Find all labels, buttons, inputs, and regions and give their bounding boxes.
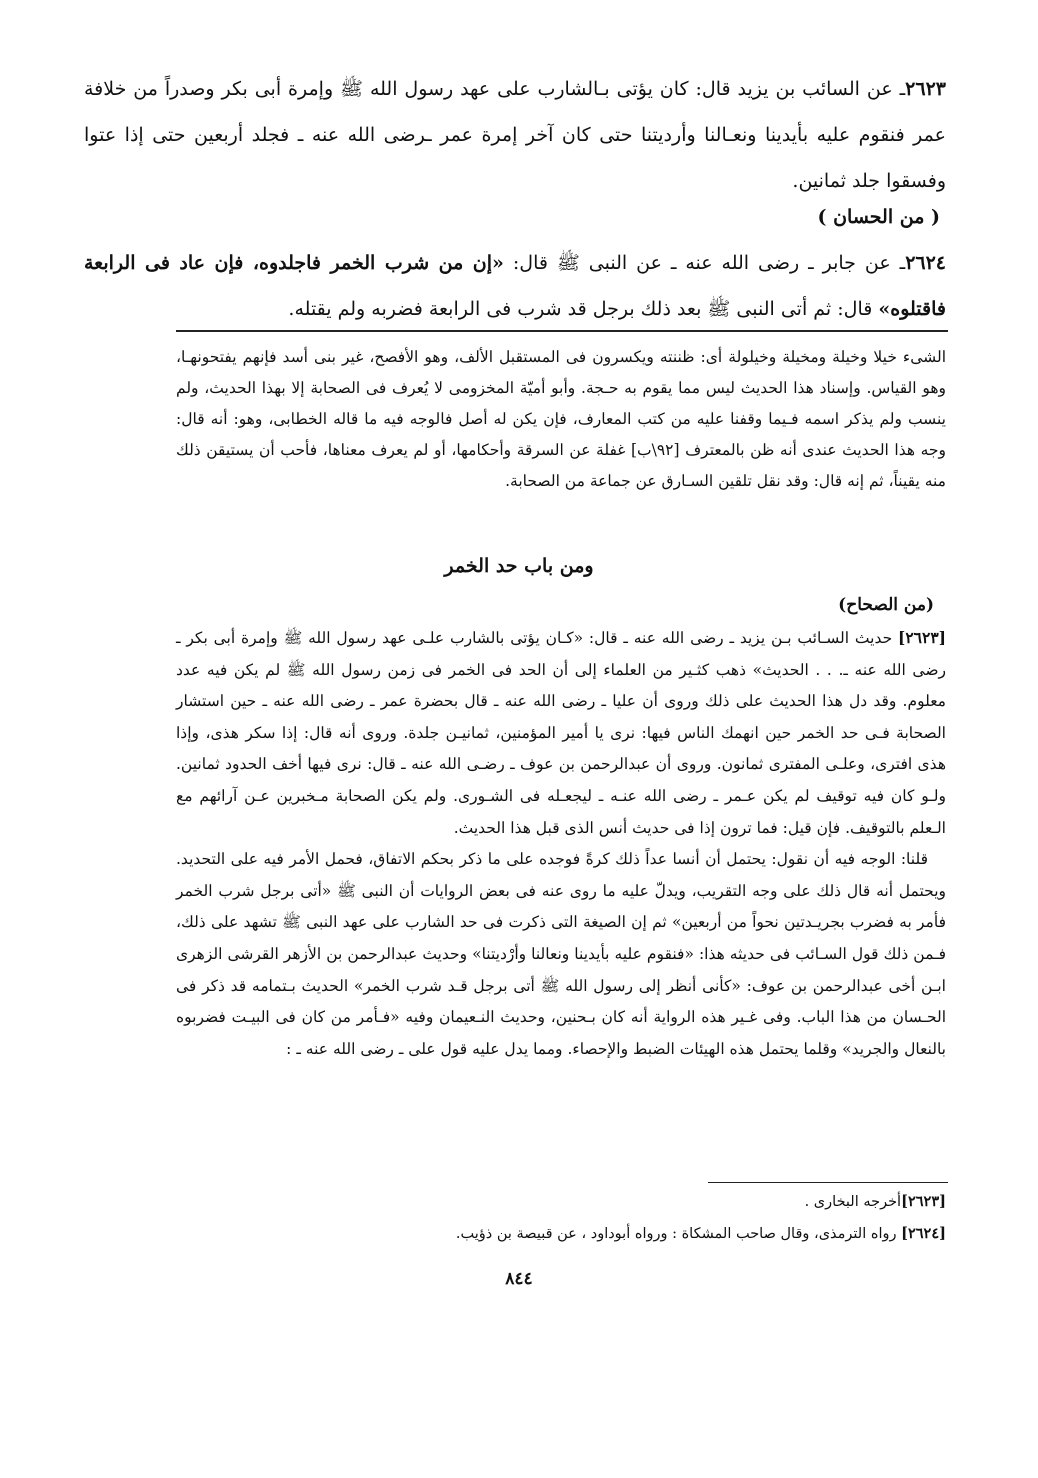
hadith-2624-block [84, 240, 946, 332]
commentary-block [176, 342, 946, 497]
hadith-text: ـ عن جابر ـ رضى الله عنه ـ عن النبى ﷺ قال: [512, 252, 906, 274]
hadith-reference: [٢٦٢٣] [898, 628, 946, 647]
sihah-heading: (من الصحاح) [838, 595, 934, 615]
hadith-text: ـ عن السائب بن يزيد قال: كان يؤتى بـالشارب على عهد رسول الله ﷺ وإمرة أبى بكر وصدراً من خلافة عمر فنقوم عليه بأيدينا ونعـالنا وأرديتنا حتى كان آخر إمرة عمر ـرضى الله عنه ـ فجلد أربعين حتى إذا عتوا وفسقوا جلد ثمانين. [84, 78, 946, 192]
hadith-2624-paragraph [84, 240, 946, 332]
footnote-divider [708, 1182, 948, 1183]
hadith-quote: «إن من شرب الخمر فاجلدوه، فإن عاد فى الرابعة فاقتلوه» [84, 252, 946, 320]
main-paragraph [176, 622, 946, 844]
hadith-2623-paragraph [84, 66, 946, 204]
footnote-number: [٢٦٢٤] [901, 1225, 946, 1242]
footnote-number: [٢٦٢٣] [901, 1193, 946, 1210]
footnotes [176, 1186, 946, 1250]
paragraph-text: حديث السـائب بـن يزيد ـ رضى الله عنه ـ قال: «كـان يؤتى بالشارب علـى عهد رسول الله ﷺ وإمرة أبى بكر ـ رضى الله عنه ـ. . . الحديث» ذهب كثـير من العلماء إلى أن الحد فى الخمر فى زمن رسول الله ﷺ لم يكن فيه عدد معلوم. وقد دل هذا الحديث على ذلك وروى أن عليا ـ رضى الله عنه ـ قال بحضرة عمر ـ رضى الله عنه ـ حين استشار الصحابة فـى حد الخمر حين انهمك الناس فيها: نرى يا أمير المؤمنين، ثمانيـن جلدة. وروى أنه قال: إذا سكر هذى، وإذا هذى افترى، وعلـى المفترى ثمانون. وروى أن عبدالرحمن بن عوف ـ رضـى الله عنه ـ قال: نرى فيها أخف الحدود ثمانين. ولـو كان فيه توقيف لم يكن عـمر ـ رضى الله عنـه ـ ليجعـله فى الشـورى. ولم يكن الصحابة مـخبرين عـن آرائهم مع الـعلم بالتوقيف. فإن قيل: فما ترون إذا فى حديث أنس الذى قبل هذا الحديث. [176, 629, 946, 837]
section-divider [176, 330, 948, 332]
hadith-number: ٢٦٢٤ [905, 252, 947, 274]
footnote-text: رواه الترمذى، وقال صاحب المشكاة : ورواه أبوداود ، عن قبيصة بن ذؤيب. [455, 1226, 897, 1242]
footnote [176, 1186, 946, 1218]
hasan-heading: ( من الحسان ) [817, 206, 940, 228]
page-number: ٨٤٤ [505, 1269, 533, 1289]
hadith-number: ٢٦٢٣ [905, 78, 946, 100]
chapter-title: ومن باب حد الخمر [444, 555, 594, 577]
hadith-text: قال: ثم أتى النبى ﷺ بعد ذلك برجل قد شرب فى الرابعة فضربه ولم يقتله. [288, 298, 873, 320]
main-paragraph: قلنا: الوجه فيه أن نقول: يحتمل أن أنسا عداً ذلك كرةً فوجده على ما ذكر بحكم الاتفاق، فحمل الأمر فيه على التحديد. ويحتمل أنه قال ذلك على وجه التقريب، ويدلّ عليه ما روى عنه فى بعض الروايات أن النبى ﷺ «أتى برجل شرب الخمر فأمر به فضرب بجريـدتين نحواً من أربعين» ثم إن الصيغة التى ذكرت فى حد الشارب على عهد النبى ﷺ تشهد على ذلك، فـمن ذلك قول السـائب فى حديثه هذا: «فنقوم عليه بأيدينا ونعالنا وأرْديتنا» وحديث عبدالرحمن بن الأزهر القرشى الزهرى ابـن أخى عبدالرحمن بن عوف: «كأنى أنظر إلى رسول الله ﷺ أتى برجل قـد شرب الخمر» الحديث بـتمامه قد ذكر فى الحـسان من هذا الباب. وفى غـير هذه الرواية أنه كان بـحنين، وحديث النـعيمان وفيه «فـأمر من كان فى البيـت فضربوه بالنعال والجريد» وقلما يحتمل هذه الهيئات الضبط والإحصاء. ومما يدل عليه قول على ـ رضى الله عنه ـ : [176, 850, 946, 1058]
main-commentary [176, 622, 946, 1065]
commentary-paragraph: الشىء خيلا وخيلة ومخيلة وخيلولة أى: ظننته ويكسرون فى المستقبل الألف، وهو الأفصح، غير بنى أسد فإنهم يفتحونهـا، وهو القياس. وإسناد هذا الحديث ليس مما يقوم به حـجة. وأبو أميّة المخزومى لا يُعرف فى الصحابة إلا بهذا الحديث، ولم ينسب ولم يذكر اسمه فـيما وقفنا عليه من كتب المعارف، فإن يكن له أصل فالوجه فيه ما قاله الخطابى، وهو: أنه قال: وجه هذا الحديث عندى أنه ظن بالمعترف [٩٢\ب] غفلة عن السرقة وأحكامها، أو لم يعرف معناها، فأحب أن يستيقن ذلك منه يقيناً، ثم إنه قال: وقد نقل تلقين السـارق عن جماعة من الصحابة. [176, 348, 946, 490]
hadith-2623-block [84, 66, 946, 204]
footnote [176, 1218, 946, 1250]
footnote-text: أخرجه البخارى . [804, 1194, 902, 1210]
